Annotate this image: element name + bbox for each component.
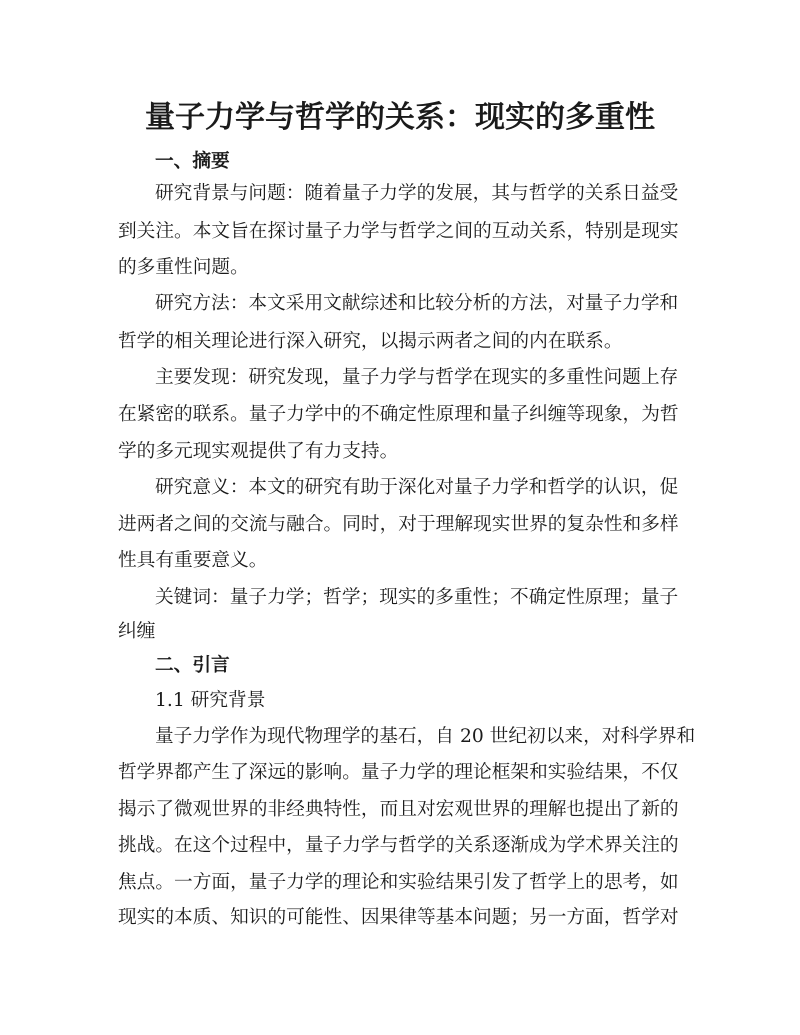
text-line: 纠缠 — [118, 621, 156, 642]
text-line: 1.1 研究背景 — [155, 690, 266, 711]
section-heading: 二、引言 — [155, 655, 230, 676]
text-line: 主要发现：研究发现，量子力学与哲学在现实的多重性问题上存 — [155, 367, 679, 388]
text-line: 揭示了微观世界的非经典特性，而且对宏观世界的理解也提出了新的 — [118, 799, 679, 820]
text-line: 哲学界都产生了深远的影响。量子力学的理论框架和实验结果，不仅 — [118, 762, 679, 783]
text-line: 性具有重要意义。 — [118, 550, 268, 571]
text-line: 研究方法：本文采用文献综述和比较分析的方法，对量子力学和 — [155, 293, 679, 314]
section-heading: 一、摘要 — [155, 151, 230, 172]
text-line: 量子力学作为现代物理学的基石，自 20 世纪初以来，对科学界和 — [155, 726, 696, 747]
text-line: 进两者之间的交流与融合。同时，对于理解现实世界的复杂性和多样 — [118, 514, 679, 535]
document-title: 量子力学与哲学的关系：现实的多重性 — [145, 100, 655, 135]
text-line: 研究背景与问题：随着量子力学的发展，其与哲学的关系日益受 — [155, 183, 679, 204]
text-line: 在紧密的联系。量子力学中的不确定性原理和量子纠缠等现象，为哲 — [118, 404, 679, 425]
text-line: 焦点。一方面，量子力学的理论和实验结果引发了哲学上的思考，如 — [118, 872, 679, 893]
text-line: 研究意义：本文的研究有助于深化对量子力学和哲学的认识，促 — [155, 477, 679, 498]
text-line: 到关注。本文旨在探讨量子力学与哲学之间的互动关系，特别是现实 — [118, 221, 679, 242]
text-line: 现实的本质、知识的可能性、因果律等基本问题；另一方面，哲学对 — [118, 907, 679, 928]
text-line: 挑战。在这个过程中，量子力学与哲学的关系逐渐成为学术界关注的 — [118, 835, 679, 856]
text-line: 学的多元现实观提供了有力支持。 — [118, 441, 399, 462]
text-line: 哲学的相关理论进行深入研究，以揭示两者之间的内在联系。 — [118, 331, 623, 352]
text-line: 的多重性问题。 — [118, 257, 249, 278]
text-line: 关键词：量子力学；哲学；现实的多重性；不确定性原理；量子 — [155, 587, 679, 608]
